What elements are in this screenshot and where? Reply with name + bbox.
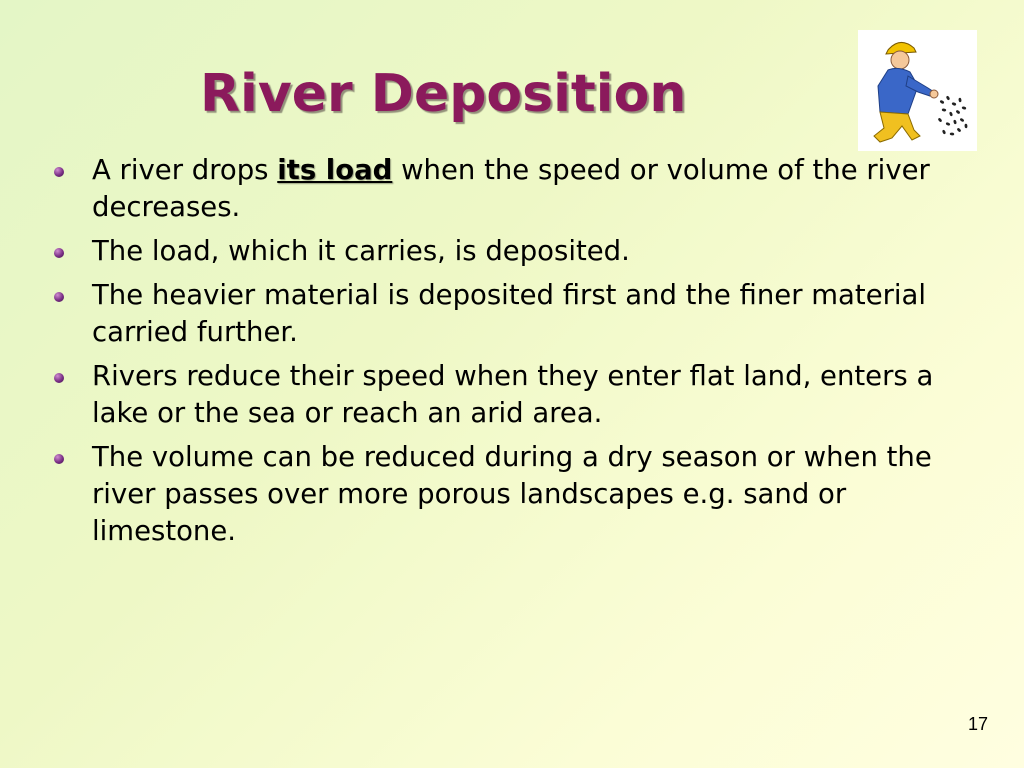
worker-scattering-seeds-icon [858, 30, 977, 151]
bullet-text: The volume can be reduced during a dry season or when the river passes over more porous landscapes e.g. sand or limestone. [92, 441, 932, 547]
page-number: 17 [967, 714, 988, 734]
bullet-text-suffix: when the speed or volume of the river decreases. [92, 154, 930, 223]
bullet-item [50, 233, 980, 270]
bullet-item [50, 277, 980, 351]
bullet-item [50, 439, 980, 550]
bullet-text: The load, which it carries, is deposited. [92, 235, 630, 267]
slide-title: River Deposition [200, 64, 687, 124]
bullet-icon [54, 167, 64, 177]
worker-clipart [858, 30, 977, 151]
bullet-icon [54, 373, 64, 383]
bullet-text: Rivers reduce their speed when they enter flat land, enters a lake or the sea or reach an arid area. [92, 360, 934, 429]
bullet-icon [54, 248, 64, 258]
bullet-icon [54, 292, 64, 302]
bullet-item [50, 358, 980, 432]
bullet-list [50, 152, 980, 557]
bullet-icon [54, 454, 64, 464]
bullet-item [50, 152, 980, 226]
bullet-text-prefix: A river drops [92, 154, 278, 186]
bullet-text: The heavier material is deposited first and the finer material carried further. [92, 279, 927, 348]
bullet-highlight: its load [277, 154, 393, 186]
